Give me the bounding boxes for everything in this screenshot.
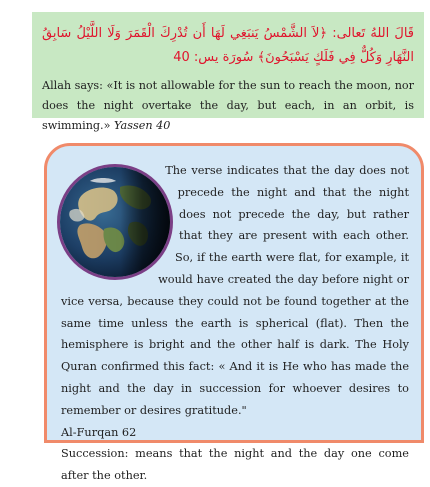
explanation-source: Al-Furqan 62: [61, 425, 137, 439]
globe-wrapper: [57, 164, 173, 280]
arabic-verse-text: قَالَ اللهُ تَعالى: ﴿لاَ الشَّمْسُ يَنبَغِي لَهَا أَن تُدْرِكَ الْقَمَرَ وَلَا اللَّيْلُ سَابِقُ النَّهَارِ وَكُلٌّ فِي فَلَكٍ يَسْبَحُونَ﴾: [42, 26, 414, 65]
verse-translation-text: Allah says: «It is not allowable for the sun to reach the moon, nor does the night overtake the day, but each, in an orbit, is swimming.»: [42, 79, 414, 132]
arabic-verse-reference: سُورَة يس: 40: [173, 50, 254, 65]
quran-verse-box: [32, 12, 424, 132]
succession-definition: Succession: means that the night and the day one come after the other.: [61, 447, 409, 483]
earth-globe-icon: [57, 164, 173, 280]
explanation-text: The verse indicates that the day does not precede the night and that the night does not precede the day, but rather that they are present with each other. So, if the earth were flat, for example, it would have created the day before night or vice versa, because they could not be found together at the same time unless the earth is spherical (flat). Then the hemisphere is bright and the other half is dark. The Holy Quran confirmed this fact: « And it is He who has made the night and the day in succession for whoever desires to remember or desires gratitude.": [61, 164, 409, 417]
arabic-verse: [42, 22, 414, 70]
verse-translation-source: Yassen 40: [114, 119, 171, 132]
explanation-panel: [44, 143, 424, 483]
verse-translation: [42, 76, 414, 136]
